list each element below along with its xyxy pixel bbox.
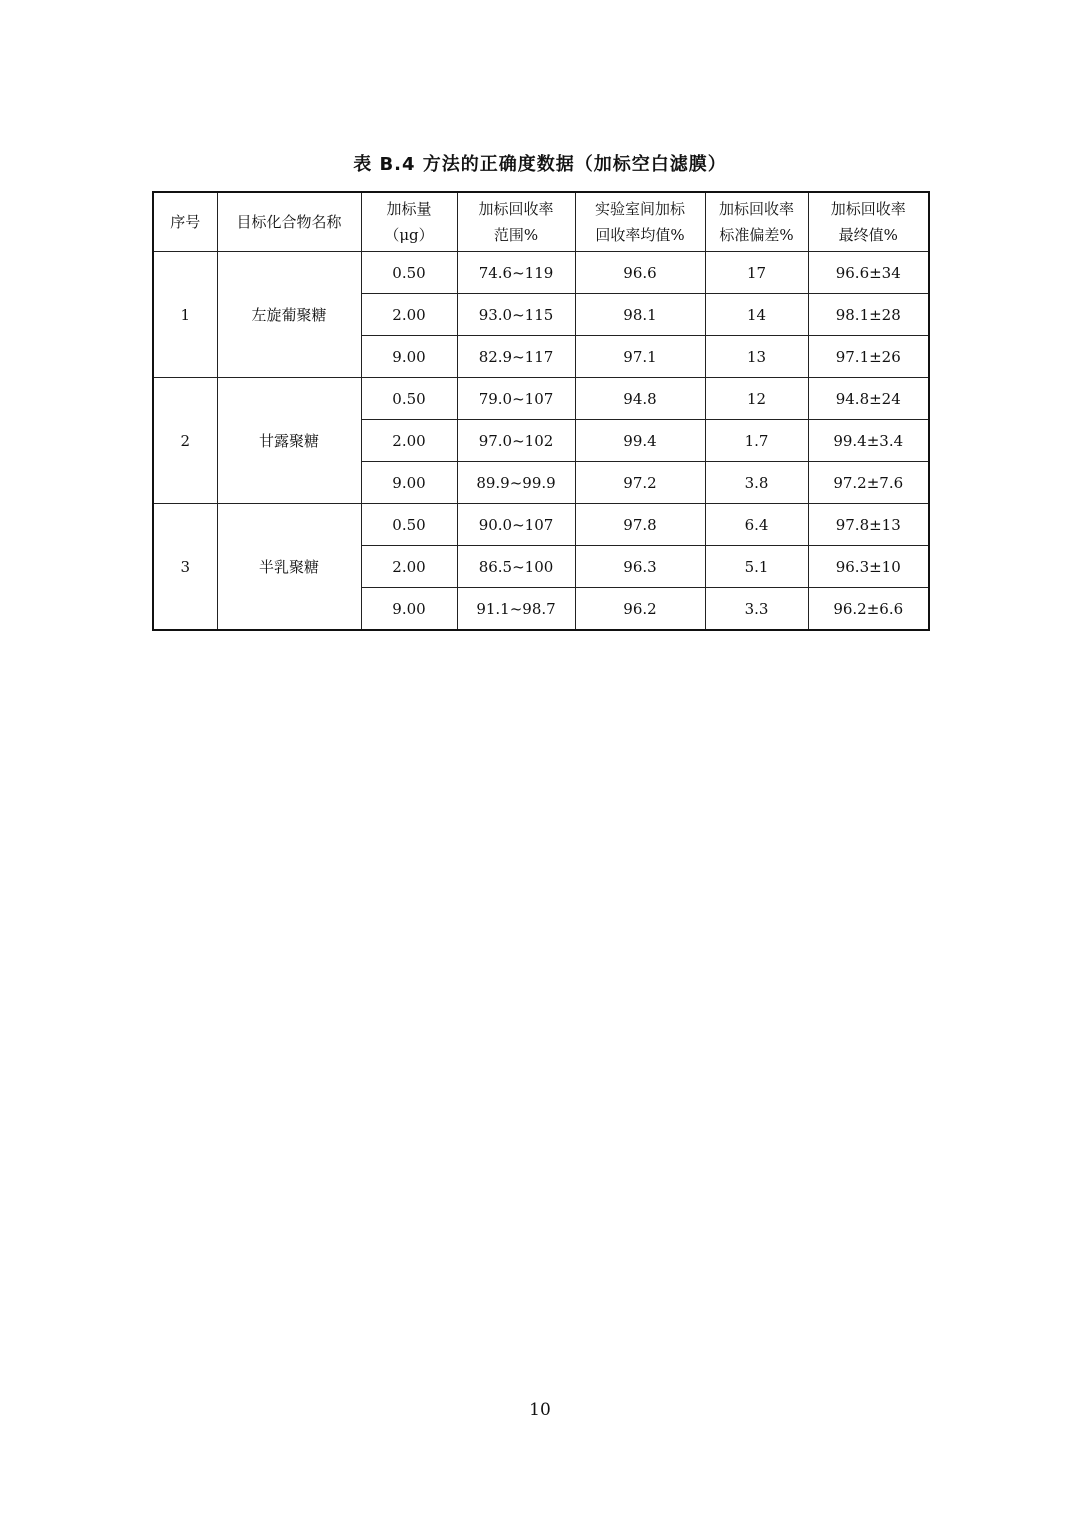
row-index: 3	[153, 504, 217, 631]
recovery-range: 74.6~119	[457, 252, 575, 294]
recovery-sd: 6.4	[705, 504, 808, 546]
recovery-final: 96.2±6.6	[808, 588, 929, 631]
recovery-sd: 13	[705, 336, 808, 378]
spike-amount: 2.00	[361, 546, 457, 588]
recovery-final: 97.1±26	[808, 336, 929, 378]
recovery-mean: 96.3	[575, 546, 705, 588]
recovery-final: 97.2±7.6	[808, 462, 929, 504]
recovery-final: 98.1±28	[808, 294, 929, 336]
table-row	[153, 252, 929, 294]
row-index: 2	[153, 378, 217, 504]
spike-amount: 0.50	[361, 378, 457, 420]
header-spike-amount: 加标量 （μg）	[361, 192, 457, 252]
page-number: 10	[529, 1400, 551, 1420]
recovery-sd: 1.7	[705, 420, 808, 462]
recovery-mean: 99.4	[575, 420, 705, 462]
recovery-sd: 3.8	[705, 462, 808, 504]
spike-amount: 9.00	[361, 588, 457, 631]
recovery-mean: 96.2	[575, 588, 705, 631]
header-row	[153, 192, 929, 252]
header-recovery-final: 加标回收率 最终值%	[808, 192, 929, 252]
compound-name: 左旋葡聚糖	[217, 252, 361, 378]
recovery-sd: 14	[705, 294, 808, 336]
spike-amount: 2.00	[361, 420, 457, 462]
recovery-mean: 97.8	[575, 504, 705, 546]
spike-amount: 0.50	[361, 252, 457, 294]
recovery-range: 97.0~102	[457, 420, 575, 462]
recovery-sd: 12	[705, 378, 808, 420]
header-recovery-range: 加标回收率 范围%	[457, 192, 575, 252]
recovery-range: 89.9~99.9	[457, 462, 575, 504]
spike-amount: 0.50	[361, 504, 457, 546]
header-compound: 目标化合物名称	[217, 192, 361, 252]
recovery-range: 86.5~100	[457, 546, 575, 588]
compound-name: 半乳聚糖	[217, 504, 361, 631]
recovery-mean: 97.2	[575, 462, 705, 504]
recovery-final: 97.8±13	[808, 504, 929, 546]
spike-amount: 9.00	[361, 462, 457, 504]
table-row	[153, 504, 929, 546]
recovery-mean: 97.1	[575, 336, 705, 378]
compound-name: 甘露聚糖	[217, 378, 361, 504]
recovery-range: 93.0~115	[457, 294, 575, 336]
recovery-final: 96.6±34	[808, 252, 929, 294]
recovery-final: 96.3±10	[808, 546, 929, 588]
header-recovery-sd: 加标回收率 标准偏差%	[705, 192, 808, 252]
header-index: 序号	[153, 192, 217, 252]
recovery-final: 94.8±24	[808, 378, 929, 420]
spike-amount: 9.00	[361, 336, 457, 378]
header-recovery-mean: 实验室间加标 回收率均值%	[575, 192, 705, 252]
recovery-mean: 98.1	[575, 294, 705, 336]
spike-amount: 2.00	[361, 294, 457, 336]
recovery-sd: 3.3	[705, 588, 808, 631]
recovery-range: 91.1~98.7	[457, 588, 575, 631]
table-caption: 表 B.4 方法的正确度数据（加标空白滤膜）	[353, 154, 727, 175]
recovery-range: 82.9~117	[457, 336, 575, 378]
recovery-mean: 94.8	[575, 378, 705, 420]
row-index: 1	[153, 252, 217, 378]
recovery-final: 99.4±3.4	[808, 420, 929, 462]
recovery-range: 90.0~107	[457, 504, 575, 546]
recovery-range: 79.0~107	[457, 378, 575, 420]
recovery-sd: 5.1	[705, 546, 808, 588]
recovery-mean: 96.6	[575, 252, 705, 294]
accuracy-data-table	[152, 191, 930, 631]
table-row	[153, 378, 929, 420]
recovery-sd: 17	[705, 252, 808, 294]
